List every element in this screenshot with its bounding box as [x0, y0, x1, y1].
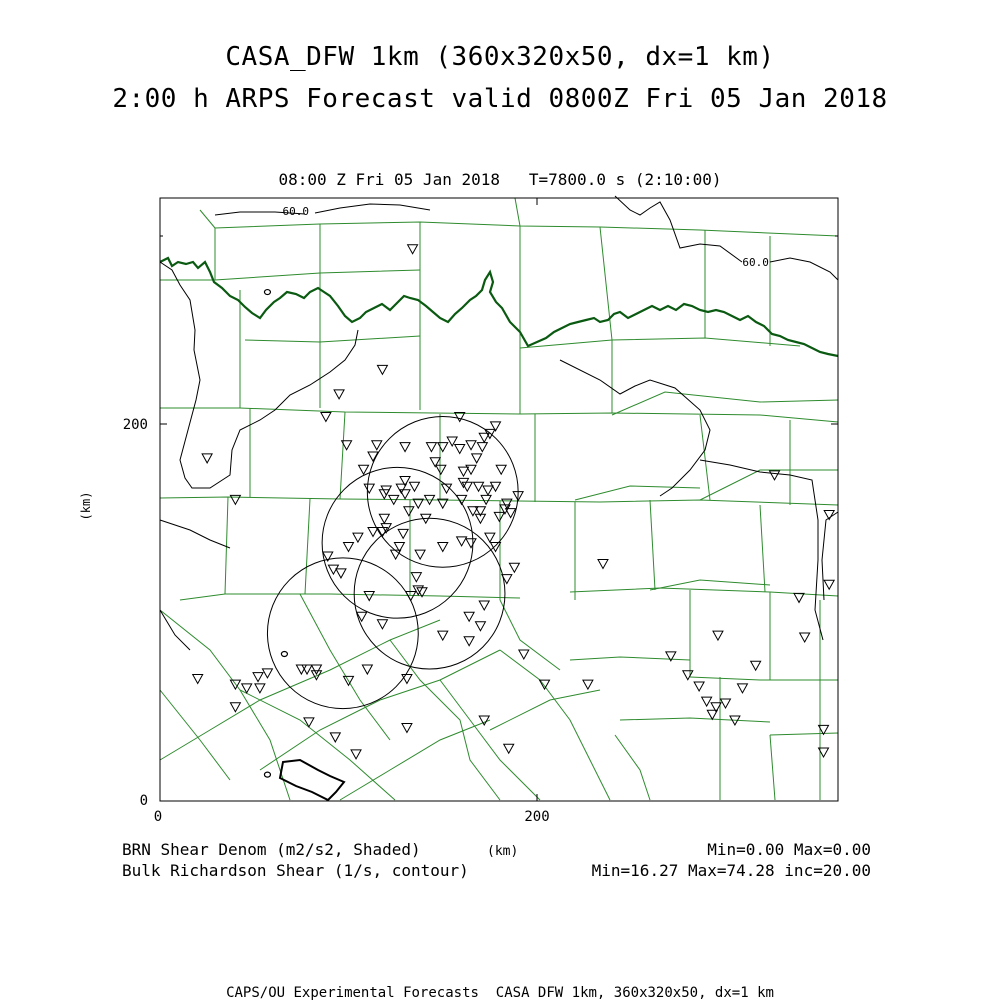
- station-marker: [408, 245, 418, 254]
- station-marker: [402, 674, 412, 683]
- station-marker: [330, 733, 340, 742]
- station-marker: [504, 744, 514, 753]
- small-contour: [264, 772, 270, 777]
- station-marker: [400, 490, 410, 499]
- station-marker: [415, 550, 425, 559]
- small-contour: [281, 651, 287, 656]
- station-marker: [409, 482, 419, 491]
- chart-title: CASA_DFW 1km (360x320x50, dx=1 km): [225, 42, 775, 72]
- legend-shaded-label: BRN Shear Denom (m2/s2, Shaded): [122, 840, 421, 859]
- small-contour: [264, 290, 270, 295]
- station-marker: [398, 529, 408, 538]
- station-marker: [377, 365, 387, 374]
- station-marker: [494, 512, 504, 521]
- station-marker: [362, 665, 372, 674]
- station-marker: [458, 478, 468, 487]
- station-marker: [253, 673, 263, 682]
- station-marker: [411, 573, 421, 582]
- x-tick-label-200: 200: [524, 809, 550, 825]
- plot-frame: [160, 198, 838, 801]
- station-marker: [509, 563, 519, 572]
- station-marker: [400, 443, 410, 452]
- station-marker: [202, 454, 212, 463]
- valid-time-label: 08:00 Z Fri 05 Jan 2018 T=7800.0 s (2:10:00): [278, 170, 722, 189]
- station-marker: [353, 533, 363, 542]
- closed-contour-southwest: [280, 760, 344, 800]
- station-marker: [598, 559, 608, 568]
- station-marker: [311, 671, 321, 680]
- legend-contour-stats: Min=16.27 Max=74.28 inc=20.00: [591, 861, 871, 880]
- legend-shaded-stats: Min=0.00 Max=0.00: [707, 840, 871, 859]
- legend-contour-label: Bulk Richardson Shear (1/s, contour): [122, 861, 469, 880]
- station-marker: [436, 465, 446, 474]
- station-marker: [496, 465, 506, 474]
- station-marker: [824, 580, 834, 589]
- station-marker: [379, 514, 389, 523]
- station-marker: [466, 539, 476, 548]
- station-marker: [713, 631, 723, 640]
- station-marker: [262, 669, 272, 678]
- station-marker: [472, 454, 482, 463]
- station-marker: [485, 533, 495, 542]
- station-marker: [364, 592, 374, 601]
- station-marker: [694, 682, 704, 691]
- station-marker: [464, 637, 474, 646]
- chart-subtitle: 2:00 h ARPS Forecast valid 0800Z Fri 05 Jan 2018: [112, 84, 888, 114]
- station-marker: [458, 467, 468, 476]
- station-marker: [794, 593, 804, 602]
- station-marker: [402, 723, 412, 732]
- station-marker: [372, 441, 382, 450]
- station-marker: [413, 499, 423, 508]
- station-marker: [406, 592, 416, 601]
- station-marker: [255, 684, 265, 693]
- contour-circle: [267, 558, 418, 709]
- x-tick-label-0: 0: [153, 809, 163, 825]
- station-marker: [426, 443, 436, 452]
- station-marker: [475, 622, 485, 631]
- station-marker: [479, 601, 489, 610]
- y-tick-label-0: 0: [139, 793, 148, 809]
- station-marker: [351, 750, 361, 759]
- station-marker: [800, 633, 810, 642]
- station-marker: [519, 650, 529, 659]
- station-marker: [230, 703, 240, 712]
- y-tick-label-200: 200: [122, 417, 148, 433]
- axis-ticks: [160, 198, 838, 801]
- station-marker: [464, 612, 474, 621]
- station-marker: [438, 631, 448, 640]
- station-marker: [702, 697, 712, 706]
- station-marker: [583, 680, 593, 689]
- state-border: [160, 255, 838, 356]
- station-marker: [483, 486, 493, 495]
- station-marker: [193, 674, 203, 683]
- station-marker: [359, 465, 369, 474]
- station-marker: [466, 441, 476, 450]
- station-marker: [336, 569, 346, 578]
- station-marker: [344, 543, 354, 552]
- station-marker: [683, 671, 693, 680]
- station-marker: [438, 443, 448, 452]
- county-lines: [160, 198, 838, 800]
- station-marker: [491, 543, 501, 552]
- contour-label: 60.0: [282, 204, 309, 218]
- station-marker: [474, 482, 484, 491]
- station-marker: [381, 524, 391, 533]
- y-axis-label: (km): [79, 491, 93, 521]
- station-marker: [737, 684, 747, 693]
- contour-label: 60.0: [742, 255, 769, 269]
- station-marker: [455, 445, 465, 454]
- contour-labels: [282, 205, 768, 269]
- station-marker: [438, 543, 448, 552]
- station-marker: [477, 443, 487, 452]
- station-marker: [377, 620, 387, 629]
- station-marker: [481, 495, 491, 504]
- shear-contours: [160, 196, 838, 650]
- station-marker: [304, 718, 314, 727]
- station-marker: [721, 699, 731, 708]
- station-marker: [751, 661, 761, 670]
- station-marker: [381, 486, 391, 495]
- station-marker: [770, 471, 780, 480]
- station-marker: [364, 484, 374, 493]
- station-marker: [457, 537, 467, 546]
- station-marker: [321, 412, 331, 421]
- x-axis-label: (km): [487, 844, 519, 859]
- station-marker: [334, 390, 344, 399]
- footer-caption: CAPS/OU Experimental Forecasts CASA DFW 1km, 360x320x50, dx=1 km: [226, 985, 774, 1001]
- station-marker: [404, 507, 414, 516]
